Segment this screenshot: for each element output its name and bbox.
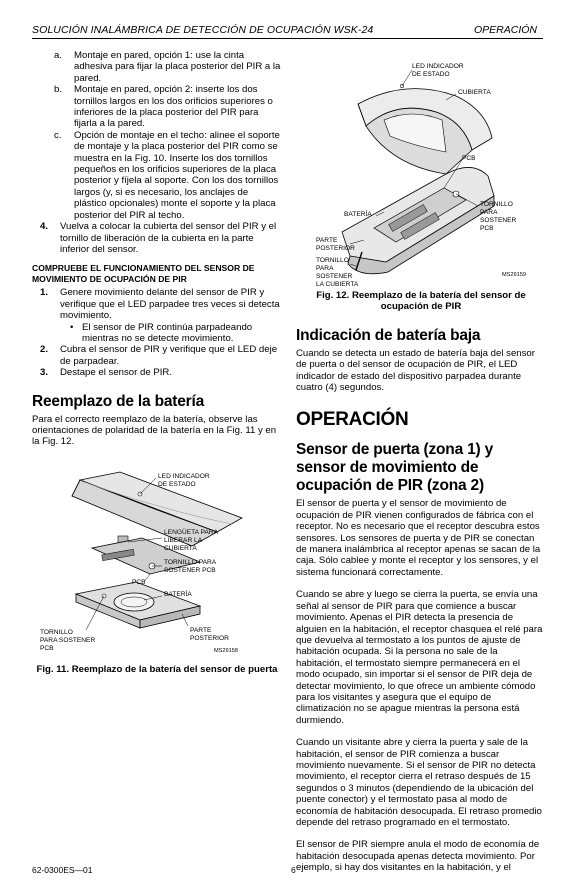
fig12-label-screw2: TORNILLO PARA SOSTENER LA CUBIERTA bbox=[316, 257, 359, 288]
doc-number: 62-0300ES—01 bbox=[32, 865, 93, 875]
operation-heading: OPERACIÓN bbox=[296, 409, 409, 431]
fig12-label-battery: BATERÍA bbox=[344, 211, 372, 218]
list-item bbox=[32, 221, 282, 255]
bullet-marker: • bbox=[70, 321, 74, 333]
list-marker: 2. bbox=[40, 344, 49, 356]
list-marker: a. bbox=[54, 50, 63, 61]
fig11-code: MS29158 bbox=[214, 647, 238, 654]
list-text: Opción de montaje en el techo: alinee el soporte de montaje y la placa posterior del PIR como se muestra en la Fig. 10. Inserte los dos tornillos pequeños en los orificios superiores de la placa posterior y fíjela al soporte. Con los dos tornillos largos (y, si es necesario, los anclajes de plástico opcionales) monte el soporte y la placa posterior del PIR al techo. bbox=[74, 129, 280, 221]
low-battery-paragraph: Cuando se detecta un estado de batería baja del sensor de puerta o del sensor de ocupación de PIR, el LED indicador de estado del dispositivo parpadea durante cuatro (4) segundos. bbox=[296, 347, 535, 394]
header-rule bbox=[32, 38, 543, 39]
pir-sensor-illustration bbox=[296, 56, 546, 290]
list-text: Genere movimiento delante del sensor de PIR y verifique que el LED parpadee tres veces si detecta movimiento. bbox=[60, 287, 280, 322]
operation-paragraph: El sensor de PIR siempre anula el modo de economía de habitación desocupada apenas detecta movimiento. Por ejemplo, si hay dos visitantes en la habitación, y el bbox=[296, 839, 540, 874]
fig12-label-pcb: PCB bbox=[462, 155, 476, 162]
list-item bbox=[32, 367, 282, 378]
page-number: 6 bbox=[291, 865, 296, 875]
right-column bbox=[296, 56, 546, 885]
header-title: SOLUCIÓN INALÁMBRICA DE DETECCIÓN DE OCUPACIÓN WSK-24 bbox=[32, 24, 374, 36]
list-marker: b. bbox=[54, 84, 63, 96]
list-text: Montaje en pared, opción 1: use la cinta adhesiva para fijar la placa posterior del PIR a la pared. bbox=[74, 50, 281, 84]
list-marker: c. bbox=[54, 129, 62, 141]
check-heading: COMPRUEBE EL FUNCIONAMIENTO DEL SENSOR DE MOVIMIENTO DE OCUPACIÓN DE PIR bbox=[32, 263, 255, 285]
fig12-label-cover: CUBIERTA bbox=[458, 89, 491, 96]
list-marker: 4. bbox=[40, 221, 49, 233]
operation-paragraph: Cuando se abre y luego se cierra la puerta, se envía una señal al sensor de PIR para que comience a buscar movimiento. Apenas el PIR detecta la presencia de alguien en la habitación, el receptor chasquea el relé para que devuelva al termostato a los puntos de ajuste de habitación ocupada. Si la persona no sale de la habitación, el termostato siempre permanecerá en el modo ocupado, sin importar si el sensor de PIR deja de detectar movimiento, lo que ofrece un ambiente cómodo para los visitantes y asegura que el equipo de climatización no se apague mientras la persona está durmiendo. bbox=[296, 589, 543, 726]
figure-12-caption: Fig. 12. Reemplazo de la batería del sensor de ocupación de PIR bbox=[316, 290, 526, 313]
list-text: Vuelva a colocar la cubierta del sensor del PIR y el tornillo de liberación de la cubierta en la parte inferior del sensor. bbox=[60, 221, 277, 255]
fig12-label-led: LED INDICADOR DE ESTADO bbox=[412, 63, 464, 78]
list-text: Cubra el sensor de PIR y verifique que el LED deje de parpadear. bbox=[60, 344, 278, 367]
list-item bbox=[32, 50, 282, 84]
list-item bbox=[32, 84, 282, 130]
list-item bbox=[32, 287, 282, 321]
fig11-label-battery: BATERÍA bbox=[164, 590, 192, 598]
list-item bbox=[32, 130, 282, 221]
fig11-label-back: PARTE POSTERIOR bbox=[190, 626, 229, 642]
list-item bbox=[32, 344, 282, 367]
fig11-label-led: LED INDICADOR DE ESTADO bbox=[158, 472, 210, 488]
fig11-label-screw: TORNILLO PARA SOSTENER PCB bbox=[164, 558, 217, 574]
fig11-label-pcb: PCB bbox=[132, 578, 146, 586]
list-marker: 3. bbox=[40, 367, 49, 379]
fig12-label-screw: TORNILLO PARA SOSTENER PCB bbox=[480, 201, 517, 232]
fig12-code: MS29159 bbox=[502, 272, 526, 278]
fig11-label-screw2: TORNILLO PARA SOSTENER PCB bbox=[40, 628, 96, 652]
header-section: OPERACIÓN bbox=[473, 24, 537, 36]
list-text: Destape el sensor de PIR. bbox=[60, 367, 172, 379]
fig12-label-back: PARTE POSTERIOR bbox=[316, 237, 355, 252]
figure-12 bbox=[296, 56, 546, 313]
battery-heading: Reemplazo de la batería bbox=[32, 392, 204, 410]
zone-heading: Sensor de puerta (zona 1) y sensor de movimiento de ocupación de PIR (zona 2) bbox=[296, 441, 494, 495]
low-battery-heading: Indicación de batería baja bbox=[296, 326, 481, 344]
operation-paragraph: El sensor de puerta y el sensor de movimiento de ocupación de PIR vienen configurados de fábrica con el receptor. No es necesario que el receptor descubra estos sensores. Los sensores de puerta y de PIR se conectan de manera inalámbrica al receptor apenas se sacan de la caja. Sólo cablee y monte el receptor y los sensores, y el sistema funcionará correctamente. bbox=[296, 498, 541, 578]
list-text: El sensor de PIR continúa parpadeando mientras no se detecte movimiento. bbox=[82, 321, 253, 344]
list-marker: 1. bbox=[40, 287, 49, 299]
list-text: Montaje en pared, opción 2: inserte los dos tornillos largos en los dos orificios superiores o inferiores de la placa posterior del PIR para fijarla a la pared. bbox=[74, 84, 273, 130]
fig11-label-tab: LENGÜETA PARA LIBERAR LA CUBIERTA bbox=[164, 528, 218, 552]
figure-11-caption: Fig. 11. Reemplazo de la batería del sensor de puerta bbox=[36, 663, 278, 675]
door-sensor-illustration bbox=[32, 466, 282, 662]
list-item bbox=[32, 322, 282, 345]
operation-paragraph: Cuando un visitante abre y cierra la puerta y sale de la habitación, el sensor de PIR comienza a buscar movimiento nuevamente. Si el sensor de PIR no detecta movimiento, el receptor cierra el retraso después de 15 segundos o 3 minutos (dependiendo de la ubicación del puente conector) y el termostato pasa al modo de economía de habitación desocupada. El retraso promedio depende del retraso programado en el termostato. bbox=[296, 737, 542, 828]
battery-paragraph: Para el correcto reemplazo de la batería, observe las orientaciones de polaridad de la batería en la Fig. 11 y en la Fig. 12. bbox=[32, 413, 277, 448]
left-column bbox=[32, 50, 282, 675]
figure-11 bbox=[32, 466, 282, 675]
